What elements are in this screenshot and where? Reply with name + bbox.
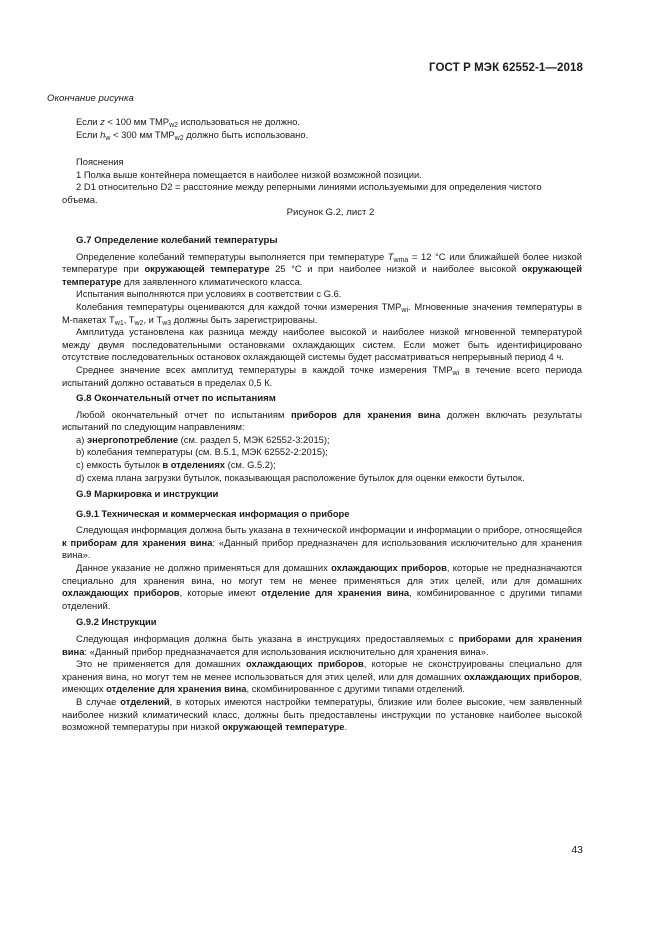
section-g8-title: G.8 Окончательный отчет по испытаниям	[76, 393, 276, 404]
section-g7-title: G.7 Определение колебаний температуры	[76, 235, 278, 246]
g91-paragraph-1: Следующая информация должна быть указана в технической информации и информации о приборе, относящейся к приборам для хранения вина: «Данный прибор предназначен для использования исключительно для хранения вина».	[62, 524, 582, 561]
section-g9	[62, 489, 582, 734]
figure-rules	[76, 116, 596, 141]
g92-paragraph-3: В случае отделений, в которых имеются настройки температуры, близкие или более высокие, чем заявленный наиболее низкий климатический класс, должны быть предоставлены инструкции по установке наиболее высокой возможной температуры при низкой окружающей температуре.	[62, 695, 582, 733]
figure-notes	[62, 156, 586, 206]
figure-continuation-label: Окончание рисунка	[47, 93, 134, 104]
section-g7	[62, 235, 582, 389]
section-g9-title: G.9 Маркировка и инструкции	[76, 489, 219, 500]
g7-paragraph-4: Амплитуда установлена как разница между наиболее высокой и наиболее низкой мгновенной температурой между двумя последовательными остановками охлаждающих систем. Если может быть идентифицировано отсутствие последовательных остановок охлаждающей системы будет рассматриваться непрерывный период 4 ч.	[62, 326, 582, 363]
rule-1: Если z < 100 мм $TMP_{w2}$ использоваться не должно.	[76, 116, 301, 129]
g8-item-c: c) емкость бутылок в отделениях (см. G.5.2);	[76, 458, 276, 470]
section-g92-title: G.9.2 Инструкции	[76, 616, 157, 628]
notes-title: Пояснения	[76, 156, 124, 167]
section-g8	[62, 393, 582, 484]
g92-paragraph-1: Следующая информация должна быть указана в инструкциях предоставляемых с приборами для хранения вина: «Данный прибор предназначается для использования исключительно для хранения вина».	[62, 632, 582, 657]
g91-paragraph-2: Данное указание не должно применяться для домашних охлаждающих приборов, которые не предназначаются специально для хранения вина, но могут тем не менее применяться для этих целей, или для домашних охлаждающих приборов, которые имеют отделение для хранения вина, комбинированное с другими типами отделений.	[62, 561, 583, 611]
section-g91-title: G.9.1 Техническая и коммерческая информация о приборе	[76, 507, 350, 519]
g7-paragraph-2: Испытания выполняются при условиях в соответствии с G.6.	[76, 288, 342, 300]
page-number: 43	[571, 844, 583, 856]
g7-paragraph-1: Определение колебаний температуры выполняется при температуре $T_{wma} = 12$ °С или ближайшей более низкой температуре при окружающей температуре 25 °С и при наиболее низкой и наиболее высокой окружающей температуре для заявленного климатического класса.	[62, 250, 583, 287]
g7-paragraph-3: Колебания температуры оцениваются для каждой точки измерения $TMP_{wi}$. Мгновенные значения температуры в М-пакетах $T_{w1}$, $T_{w2}$, и $T_{w3}$ должны быть зарегистрированы.	[62, 300, 582, 327]
g92-paragraph-2: Это не применяется для домашних охлаждающих приборов, которые не сконструированы специально для хранения вина, но могут тем не менее использоваться для этих целей, или для домашних охлаждающих приборов, имеющих отделение для хранения вина, скомбинированное с другими типами отделений.	[62, 658, 582, 695]
rule-2: Если $h_w < 300$ мм $TMP_{w2}$ должно быть использовано.	[76, 128, 309, 142]
figure-caption: Рисунок G.2, лист 2	[286, 207, 375, 218]
note-2-line-2: объема.	[62, 193, 98, 205]
note-2-line-1: 2 D1 относительно D2 = расстояние между реперными линиями используемыми для определения чистого	[76, 181, 542, 193]
g8-item-d: d) схема плана загрузки бутылок, показывающая расположение бутылок для оценки емкости бутылок.	[76, 471, 525, 483]
g8-item-a: a) энергопотребление (см. раздел 5, МЭК 62552-3:2015);	[76, 433, 330, 445]
g8-item-b: b) колебания температуры (см. В.5.1, МЭК 62552-2:2015);	[76, 446, 328, 458]
g7-paragraph-5: Среднее значение всех амплитуд температуры в каждой точке измерения $TMP_{wi}$ в течение всего периода испытаний должно оставаться в пределах 0,5 К.	[62, 363, 582, 388]
document-header: ГОСТ Р МЭК 62552-1—2018	[429, 62, 583, 74]
g8-intro: Любой окончательный отчет по испытаниям приборов для хранения вина должен включать результаты испытаний по следующим направлениям:	[62, 408, 582, 433]
note-1: 1 Полка выше контейнера помещается в наиболее низкой возможной позиции.	[76, 168, 422, 180]
